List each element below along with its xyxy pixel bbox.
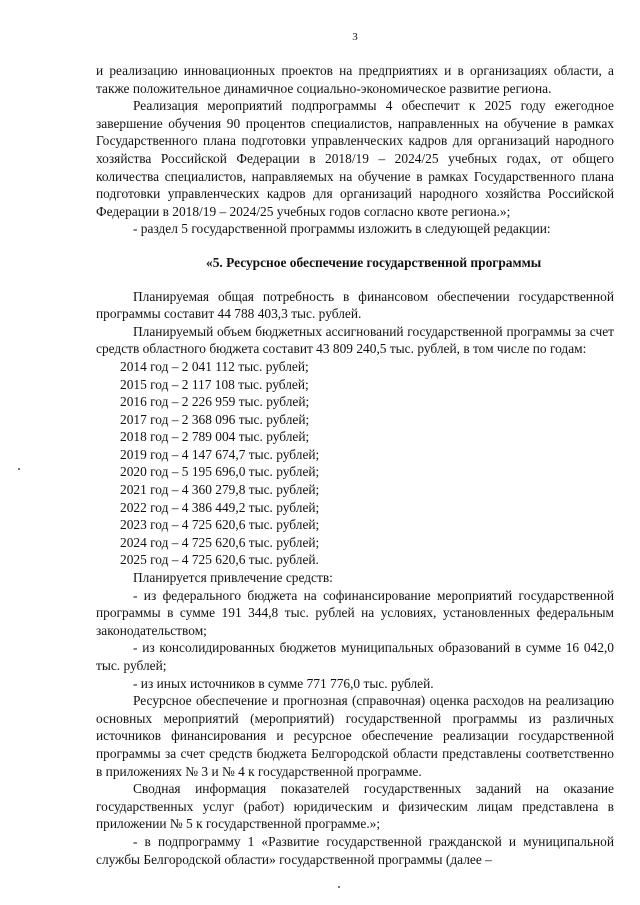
year-item: 2025 год – 4 725 620,6 тыс. рублей. <box>120 552 319 568</box>
year-item: 2023 год – 4 725 620,6 тыс. рублей; <box>120 517 320 533</box>
scan-speck <box>18 468 20 470</box>
years-list <box>96 358 614 569</box>
paragraph-total-need: Планируемая общая потребность в финансовом обеспечении государственной программы составит 44 788 403,3 тыс. рублей. <box>96 288 614 322</box>
paragraph-subprogram-1: - в подпрограмму 1 «Развитие государственной гражданской и муниципальной службы Белгородской области» государственной программы (далее – <box>96 833 614 867</box>
page-number: 3 <box>352 31 358 43</box>
paragraph-section5-intro: - раздел 5 государственной программы изложить в следующей редакции: <box>133 221 551 237</box>
year-item: 2019 год – 4 147 674,7 тыс. рублей; <box>120 446 320 462</box>
year-item: 2020 год – 5 195 696,0 тыс. рублей; <box>120 464 320 480</box>
document-page <box>96 30 614 868</box>
paragraph-federal-budget: - из федерального бюджета на софинансирование мероприятий государственной программы в сумме 191 344,8 тыс. рублей на условиях, установленных федеральным законодательством; <box>96 587 614 638</box>
paragraph-state-tasks: Сводная информация показателей государственных заданий на оказание государственных услуг (работ) юридическим и физическим лицам представлена в приложении № 5 к государственной программе.»; <box>96 781 614 832</box>
year-item: 2015 год – 2 117 108 тыс. рублей; <box>120 376 309 392</box>
year-item: 2018 год – 2 789 004 тыс. рублей; <box>120 429 310 445</box>
paragraph-innovation-continuation: и реализацию инновационных проектов на предприятиях и в организациях области, а также положительное динамичное социально-экономическое развитие региона. <box>96 63 614 96</box>
paragraph-other-sources: - из иных источников в сумме 771 776,0 тыс. рублей. <box>133 675 434 691</box>
paragraph-attraction: Планируется привлечение средств: <box>133 570 333 586</box>
year-item: 2014 год – 2 041 112 тыс. рублей; <box>120 358 309 374</box>
paragraph-municipal-budget: - из консолидированных бюджетов муниципальных образований в сумме 16 042,0 тыс. рублей; <box>96 640 614 673</box>
year-item: 2022 год – 4 386 449,2 тыс. рублей; <box>120 499 320 515</box>
year-item: 2021 год – 4 360 279,8 тыс. рублей; <box>120 482 320 498</box>
year-item: 2016 год – 2 226 959 тыс. рублей; <box>120 394 310 410</box>
scan-speck <box>338 886 340 888</box>
paragraph-budget-volume: Планируемый объем бюджетных ассигнований государственной программы за счет средств областного бюджета составит 43 809 240,5 тыс. рублей, в том числе по годам: <box>96 323 614 357</box>
paragraph-subprogram-4: Реализация мероприятий подпрограммы 4 обеспечит к 2025 году ежегодное завершение обучения 90 процентов специалистов, направленных на обучение в рамках Государственного плана подготовки управленческих кадров для организаций народного хозяйства Российской Федерации в 2018/19 – 2024/25 учебных годах, от общего количества специалистов, направляемых на обучение в рамках Государственного плана подготовки управленческих кадров для организаций народного хозяйства Российской Федерации в 2018/19 – 2024/25 учебных годов согласно квоте региона.»; <box>96 98 614 219</box>
year-item: 2024 год – 4 725 620,6 тыс. рублей; <box>120 534 320 550</box>
section-heading: «5. Ресурсное обеспечение государственной программы <box>206 254 542 270</box>
paragraph-resource-support: Ресурсное обеспечение и прогнозная (справочная) оценка расходов на реализацию основных мероприятий (мероприятий) государственной программы из различных источников финансирования и ресурсное обеспечение реализации государственной программы за счет средств бюджета Белгородской области представлены соответственно в приложениях № 3 и № 4 к государственной программе. <box>96 693 614 779</box>
year-item: 2017 год – 2 368 096 тыс. рублей; <box>120 411 310 427</box>
